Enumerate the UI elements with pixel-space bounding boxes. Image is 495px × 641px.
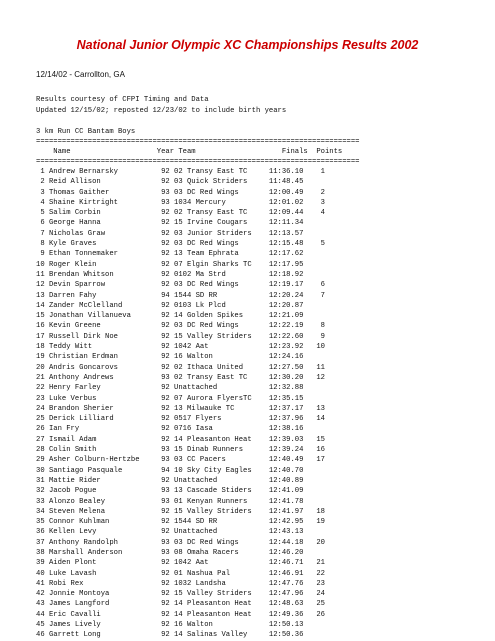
result-row: 16 Kevin Greene 92 03 DC Red Wings 12:22.19 8 [36,322,325,331]
result-row: 7 Nicholas Graw 92 03 Junior Striders 12:13.57 [36,229,304,238]
result-row: 15 Jonathan Villanueva 92 14 Golden Spikes 12:21.09 [36,312,304,321]
result-row: 2 Reid Allison 92 03 Quick Striders 11:48.45 [36,178,304,187]
result-row: 44 Eric Cavalli 92 14 Pleasanton Heat 12:49.36 26 [36,610,325,619]
result-row: 39 Aiden Plont 92 1042 Aat 12:46.71 21 [36,559,325,568]
result-row: 29 Asher Colburn-Hertzbe 93 03 CC Pacers 12:40.49 17 [36,456,325,465]
result-row: 25 Derick Lilliard 92 0517 Flyers 12:37.96 14 [36,415,325,424]
result-row: 3 Thomas Gaither 93 03 DC Red Wings 12:00.49 2 [36,188,325,197]
result-row: 43 James Langford 92 14 Pleasanton Heat 12:48.63 25 [36,600,325,609]
result-row: 21 Anthony Andrews 93 02 Transy East TC 12:30.20 12 [36,373,325,382]
result-row: 30 Santiago Pasquale 94 10 Sky City Eagles 12:40.70 [36,466,304,475]
result-row: 36 Kellen Levy 92 Unattached 12:43.13 [36,528,304,537]
result-row: 46 Garrett Long 92 14 Salinas Valley 12:50.36 [36,631,304,640]
updated-line: Updated 12/15/02; reposted 12/23/02 to include birth years [36,106,287,115]
result-row: 14 Zander McClelland 92 0103 Lk Plcd 12:20.87 [36,301,304,310]
result-row: 17 Russell Dirk Noe 92 15 Valley Striders 12:22.60 9 [36,332,325,341]
courtesy-line: Results courtesy of CFPI Timing and Data [36,96,209,104]
result-row: 20 Andris Goncarovs 92 02 Ithaca United 12:27.50 11 [36,363,325,372]
result-row: 28 Colin Smith 93 15 Dinab Runners 12:39.24 16 [36,446,325,455]
result-row: 8 Kyle Graves 92 03 DC Red Wings 12:15.48 5 [36,240,325,249]
result-row: 12 Devin Sparrow 92 03 DC Red Wings 12:19.17 6 [36,281,325,290]
result-row: 42 Jonnie Montoya 92 15 Valley Striders 12:47.96 24 [36,590,325,599]
result-row: 9 Ethan Tonnemaker 92 13 Team Ephrata 12:17.62 [36,250,304,259]
result-row: 23 Luke Verbus 92 07 Aurora FlyersTC 12:35.15 [36,394,304,403]
result-row: 32 Jacob Pogue 93 13 Cascade Stiders 12:41.09 [36,487,304,496]
result-row: 37 Anthony Randolph 93 03 DC Red Wings 12:44.18 20 [36,538,325,547]
result-row: 27 Ismail Adam 92 14 Pleasanton Heat 12:39.03 15 [36,435,325,444]
page-title: National Junior Olympic XC Championships Results 2002 [76,38,419,52]
result-row: 1 Andrew Bernarsky 92 02 Transy East TC 11:36.10 1 [36,168,325,176]
result-row: 31 Mattie Rider 92 Unattached 12:40.89 [36,476,304,485]
result-row: 18 Teddy Witt 92 1042 Aat 12:23.92 10 [36,343,325,352]
result-row: 33 Alonzo Bealey 93 01 Kenyan Runners 12:41.78 [36,497,304,506]
result-row: 6 George Hanna 92 15 Irvine Cougars 12:11.34 [36,219,304,228]
result-row: 19 Christian Erdman 92 16 Walton 12:24.16 [36,353,304,362]
result-row: 26 Ian Fry 92 0716 Iasa 12:38.16 [36,425,304,434]
race-heading: 3 km Run CC Bantam Boys [36,128,136,136]
result-row: 5 Salim Corbin 92 02 Transy East TC 12:09.44 4 [36,209,325,218]
result-row: 34 Steven Melena 92 15 Valley Striders 12:41.97 18 [36,507,325,516]
result-row: 38 Marshall Anderson 93 08 Omaha Racers 12:46.20 [36,548,304,557]
result-row: 22 Henry Farley 92 Unattached 12:32.88 [36,384,304,393]
result-row: 45 James Lively 92 16 Walton 12:50.13 [36,621,304,630]
result-row: 35 Connor Kuhlman 92 1544 SD RR 12:42.95 19 [36,518,325,527]
result-row: 41 Robi Rex 92 1032 Landsha 12:47.76 23 [36,579,325,588]
results-table [36,167,325,641]
event-date-location: 12/14/02 - Carrollton, GA [36,70,125,79]
divider-top: =========================================================================== [36,138,360,146]
result-row: 4 Shaine Kirtright 93 1034 Mercury 12:01.02 3 [36,198,325,207]
result-row: 13 Darren Fahy 94 1544 SD RR 12:20.24 7 [36,291,325,300]
result-row: 11 Brendan Whitson 92 0102 Ma Strd 12:18.92 [36,270,304,279]
divider-bottom: =========================================================================== [36,158,360,166]
result-row: 10 Roger Klein 92 07 Elgin Sharks TC 12:17.95 [36,260,304,269]
results-column-header: Name Year Team Finals Points [36,148,343,156]
result-row: 40 Luke Lavash 92 01 Nashua Pal 12:46.91 22 [36,569,325,578]
result-row: 24 Brandon Sherier 92 13 Milwauke TC 12:37.17 13 [36,404,325,413]
